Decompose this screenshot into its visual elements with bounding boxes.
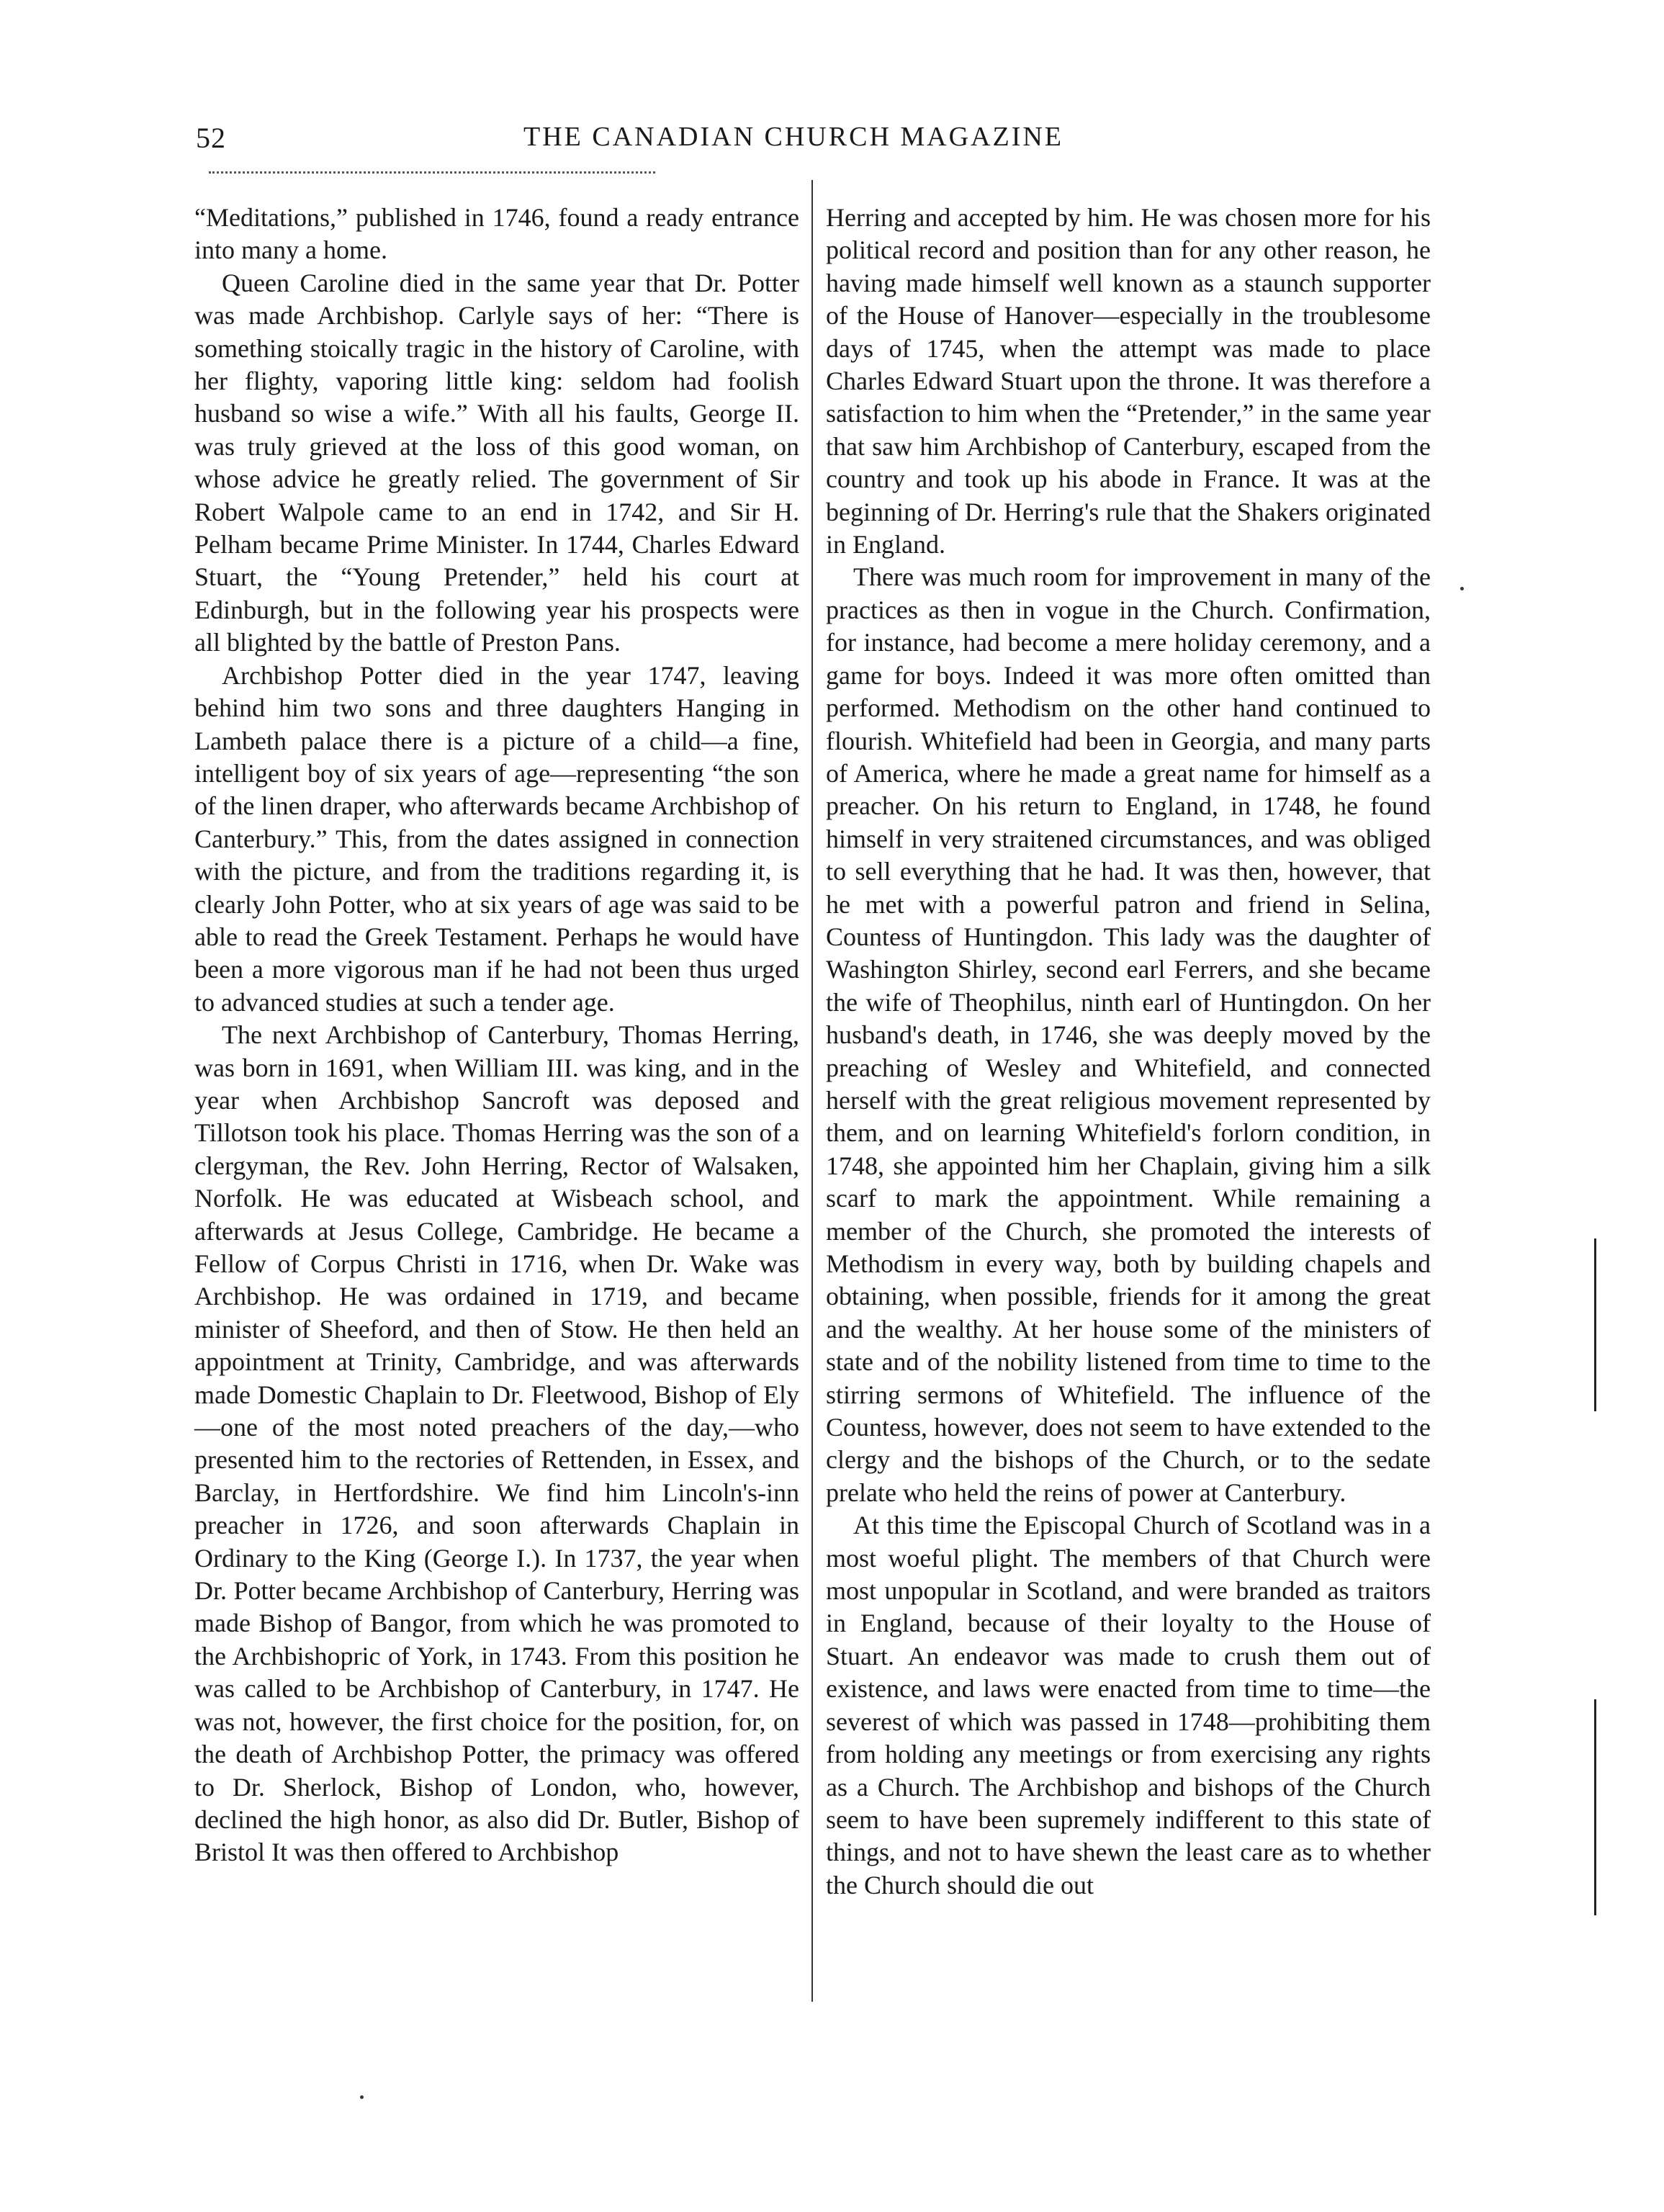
right-column <box>826 202 1431 1902</box>
paragraph: At this time the Episcopal Church of Scotland was in a most woeful plight. The members of that Church were most unpopular in Scotland, and were branded as traitors in England, because of their loyalty to the House of Stuart. An endeavor was made to crush them out of existence, and laws were enacted from time to time—the severest of which was passed in 1748—prohibiting them from holding any meetings or from exercising any rights as a Church. The Archbishop and bishops of the Church seem to have been supremely indifferent to this state of things, and not to have shewn the least care as to whether the Church should die out <box>826 1511 1431 1899</box>
running-title: THE CANADIAN CHURCH MAGAZINE <box>523 122 1064 152</box>
paragraph: Archbishop Potter died in the year 1747, leaving behind him two sons and three daughters Hanging in Lambeth palace there is a picture of a child—a fine, intelligent boy of six years of age—representing “the son of the linen draper, who afterwards became Archbishop of Canterbury.” This, from the dates assigned in connection with the picture, and from the traditions regarding it, is clearly John Potter, who at six years of age was said to be able to read the Greek Testament. Perhaps he would have been a more vigorous man if he had not been thus urged to advanced studies at such a tender age. <box>194 660 799 1017</box>
paragraph: Queen Caroline died in the same year that Dr. Potter was made Archbishop. Carlyle says of her: “There is something stoically tragic in the history of Caroline, with her flighty, vaporing little king: seldom had foolish husband so wise a wife.” With all his faults, George II. was truly grieved at the loss of this good woman, on whose advice he greatly relied. The government of Sir Robert Walpole came to an end in 1742, and Sir H. Pelham became Prime Minister. In 1744, Charles Edward Stuart, the “Young Pretender,” held his court at Edinburgh, but in the following year his prospects were all blighted by the battle of Preston Pans. <box>194 268 799 657</box>
margin-mark <box>1594 1238 1596 1411</box>
paragraph: Herring and accepted by him. He was chosen more for his political record and position than for any other reason, he having made himself well known as a staunch supporter of the House of Hanover—especially in the troublesome days of 1745, when the attempt was made to place Charles Edward Stuart upon the throne. It was therefore a satisfaction to him when the “Pretender,” in the same year that saw him Archbishop of Canterbury, escaped from the country and took up his abode in France. It was at the beginning of Dr. Herring's rule that the Shakers originated in England. <box>826 203 1431 559</box>
margin-dot <box>360 2095 364 2099</box>
header-rule <box>209 171 655 174</box>
margin-dot <box>1460 587 1464 590</box>
page-number: 52 <box>196 122 226 154</box>
page-header <box>196 121 1139 164</box>
left-column <box>194 202 799 1869</box>
margin-mark <box>1594 1699 1596 1915</box>
column-divider <box>811 180 813 2002</box>
paragraph: “Meditations,” published in 1746, found a ready entrance into many a home. <box>194 203 799 265</box>
paragraph: The next Archbishop of Canterbury, Thomas Herring, was born in 1691, when William III. was king, and in the year when Archbishop Sancroft was deposed and Tillotson took his place. Thomas Herring was the son of a clergyman, the Rev. John Herring, Rector of Walsaken, Norfolk. He was educated at Wisbeach school, and afterwards at Jesus College, Cambridge. He became a Fellow of Corpus Christi in 1716, when Dr. Wake was Archbishop. He was ordained in 1719, and became minister of Sheeford, and then of Stow. He then held an appointment at Trinity, Cambridge, and was afterwards made Domestic Chaplain to Dr. Fleetwood, Bishop of Ely—one of the most noted preachers of the day,—who presented him to the rectories of Rettenden, in Essex, and Barclay, in Hertfordshire. We find him Lincoln's-inn preacher in 1726, and soon afterwards Chaplain in Ordinary to the King (George I.). In 1737, the year when Dr. Potter became Archbishop of Canterbury, Herring was made Bishop of Bangor, from which he was promoted to the Archbishopric of York, in 1743. From this position he was called to be Archbishop of Canterbury, in 1747. He was not, however, the first choice for the position, for, on the death of Archbishop Potter, the primacy was offered to Dr. Sherlock, Bishop of London, who, however, declined the high honor, as also did Dr. Butler, Bishop of Bristol It was then offered to Archbishop <box>194 1020 799 1867</box>
paragraph: There was much room for improvement in many of the practices as then in vogue in the Church. Confirmation, for instance, had become a mere holiday ceremony, and a game for boys. Indeed it was more often omitted than performed. Methodism on the other hand continued to flourish. Whitefield had been in Georgia, and many parts of America, where he made a great name for himself as a preacher. On his return to England, in 1748, he found himself in very straitened circumstances, and was obliged to sell everything that he had. It was then, however, that he met with a powerful patron and friend in Selina, Countess of Huntingdon. This lady was the daughter of Washington Shirley, second earl Ferrers, and she became the wife of Theophilus, ninth earl of Huntingdon. On her husband's death, in 1746, she was deeply moved by the preaching of Wesley and Whitefield, and connected herself with the great religious movement represented by them, and on learning Whitefield's forlorn condition, in 1748, she appointed him her Chaplain, giving him a silk scarf to mark the appointment. While remaining a member of the Church, she promoted the interests of Methodism in every way, both by building chapels and obtaining, when possible, friends for it among the great and the wealthy. At her house some of the ministers of state and of the nobility listened from time to time to the stirring sermons of Whitefield. The influence of the Countess, however, does not seem to have extended to the clergy and the bishops of the Church, or to the sedate prelate who held the reins of power at Canterbury. <box>826 562 1431 1507</box>
